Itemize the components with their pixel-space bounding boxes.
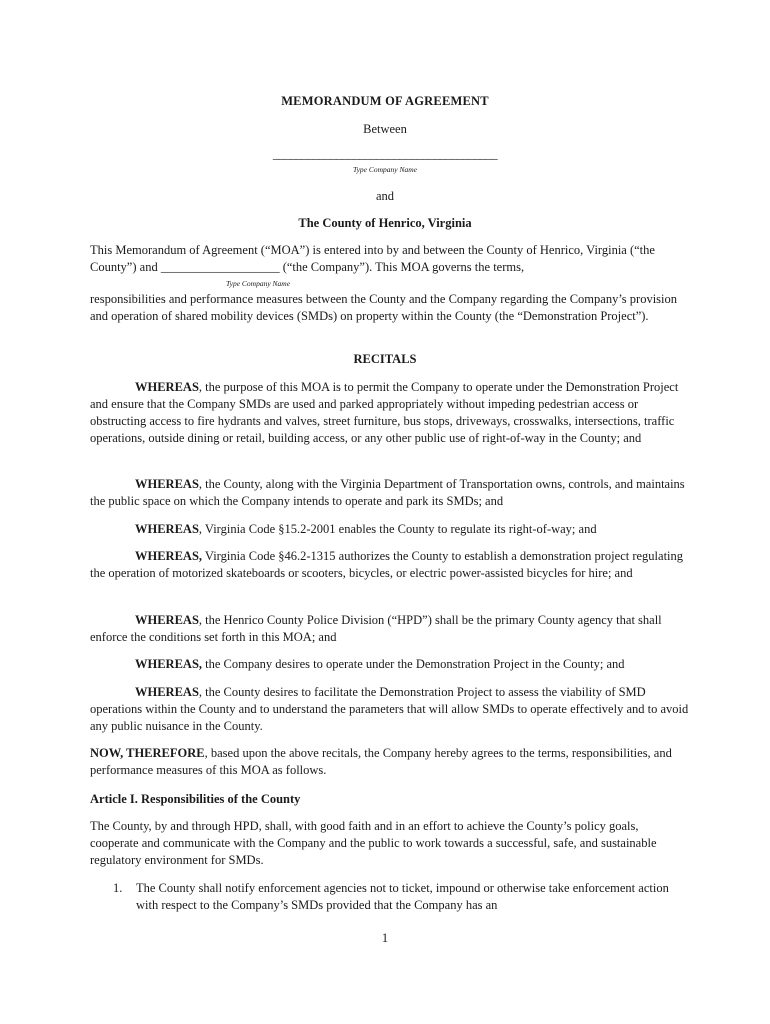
whereas-lead: WHEREAS bbox=[135, 380, 199, 394]
whereas-clause bbox=[90, 656, 690, 673]
whereas-text: , the Henrico County Police Division (“HPD”) shall be the primary County agency that shall enforce the conditions set forth in this MOA; and bbox=[90, 613, 662, 644]
whereas-clause bbox=[90, 476, 690, 510]
whereas-lead: WHEREAS, bbox=[135, 657, 203, 671]
document-title: MEMORANDUM OF AGREEMENT bbox=[281, 94, 489, 108]
list-item-text: The County shall notify enforcement agencies not to ticket, impound or otherwise take enforcement action with respect to the Company’s SMDs provided that the Company has an bbox=[136, 881, 669, 912]
whereas-lead: WHEREAS, bbox=[135, 549, 203, 563]
list-item-number: 1. bbox=[113, 881, 123, 895]
now-therefore-lead: NOW, THEREFORE bbox=[90, 746, 205, 760]
article-1-body: The County, by and through HPD, shall, with good faith and in an effort to achieve the County’s policy goals, cooperate and communicate with the Company and the public to work towards a successful, safe, and sustainable regulatory environment for SMDs. bbox=[90, 819, 657, 867]
whereas-text: , the County, along with the Virginia Department of Transportation owns, controls, and maintains the public space on which the Company intends to operate and park its SMDs; and bbox=[90, 477, 685, 508]
type-company-name-label-inline: Type Company Name bbox=[226, 279, 291, 288]
intro-paragraph-part2: responsibilities and performance measures between the County and the Company regarding the Company’s provision and operation of shared mobility devices (SMDs) on property within the County (the “Demonstration Project”). bbox=[90, 292, 678, 323]
whereas-clause bbox=[90, 548, 690, 582]
whereas-clause bbox=[90, 684, 690, 735]
whereas-clause bbox=[90, 379, 690, 447]
type-company-name-label: Type Company Name bbox=[352, 165, 418, 174]
now-therefore-paragraph bbox=[90, 745, 690, 779]
whereas-text: , the purpose of this MOA is to permit the Company to operate under the Demonstration Project and ensure that the Company SMDs are used and parked appropriately without impeding pedestrian access or obstructing access to fire hydrants and valves, street furniture, bus stops, driveways, crosswalks, intersections, traffic operations, outside dining or retail, building access, or any other public use of right-of-way in the County; and bbox=[90, 380, 679, 445]
whereas-text: , Virginia Code §15.2-2001 enables the County to regulate its right-of-way; and bbox=[198, 522, 597, 536]
article-1-heading: Article I. Responsibilities of the County bbox=[90, 792, 301, 806]
whereas-lead: WHEREAS bbox=[135, 522, 199, 536]
between-label: Between bbox=[363, 122, 407, 136]
whereas-clause bbox=[90, 521, 690, 538]
county-name: The County of Henrico, Virginia bbox=[298, 216, 472, 230]
whereas-text: , the County desires to facilitate the Demonstration Project to assess the viability of SMD operations within the County and to understand the parameters that will allow SMDs to operate effectively and to avoid any public nuisance in the County. bbox=[90, 685, 689, 733]
whereas-lead: WHEREAS bbox=[135, 477, 199, 491]
and-label: and bbox=[375, 189, 395, 203]
now-therefore-text: , based upon the above recitals, the Company hereby agrees to the terms, responsibilities, and performance measures of this MOA as follows. bbox=[90, 746, 672, 777]
recitals-heading: RECITALS bbox=[353, 352, 417, 366]
page-number: 1 bbox=[381, 931, 389, 945]
company-name-blank: _______________________________________ bbox=[272, 147, 498, 161]
whereas-lead: WHEREAS bbox=[135, 685, 199, 699]
intro-paragraph-part1: This Memorandum of Agreement (“MOA”) is entered into by and between the County of Henrico, Virginia (“the County”) and ___________________ (“the Company”). This MOA governs the terms, bbox=[90, 243, 655, 274]
whereas-lead: WHEREAS bbox=[135, 613, 199, 627]
whereas-text: Virginia Code §46.2-1315 authorizes the County to establish a demonstration project regulating the operation of motorized skateboards or scooters, bicycles, or electric power-assisted bicycles for hire; and bbox=[90, 549, 684, 580]
whereas-clause bbox=[90, 612, 690, 646]
whereas-text: the Company desires to operate under the Demonstration Project in the County; and bbox=[202, 657, 625, 671]
